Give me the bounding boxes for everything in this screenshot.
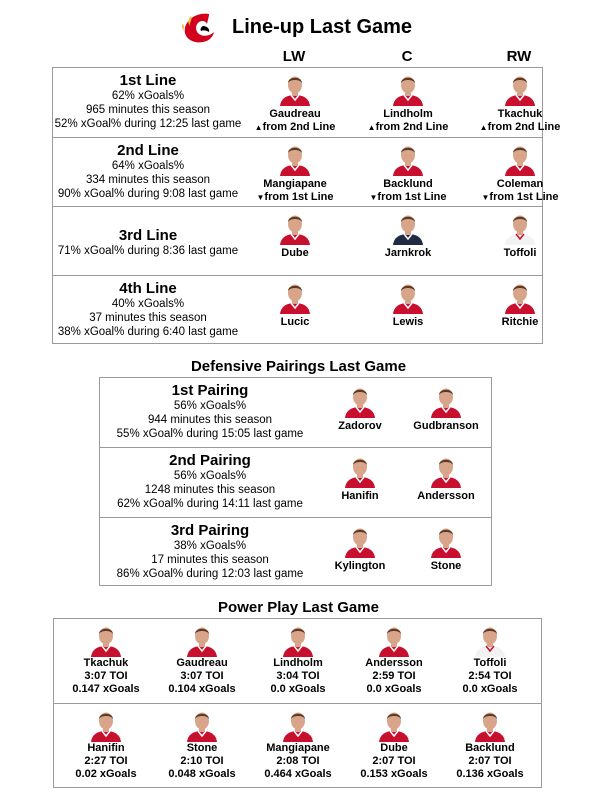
player-xgoals: 0.0 xGoals (270, 683, 326, 695)
line-info (53, 280, 243, 339)
forward-lines-table (52, 67, 561, 344)
line-change-text: from 1st Line (377, 191, 447, 203)
player-toi: 3:07 TOI (180, 670, 224, 682)
powerplay-row (54, 619, 541, 703)
player-name: Coleman (496, 178, 544, 190)
player-name: Mangiapane (266, 742, 330, 754)
player-headshot-icon (343, 524, 377, 558)
line-change (348, 191, 468, 204)
powerplay-player-card[interactable] (442, 623, 538, 696)
player-headshot-icon (391, 280, 425, 314)
powerplay-player-card[interactable] (58, 708, 154, 781)
line-title: 2nd Line (117, 142, 179, 159)
page-title: Line-up Last Game (232, 16, 413, 38)
arrow-up-icon: ▲ (367, 123, 376, 132)
player-xgoals: 0.136 xGoals (456, 768, 524, 780)
player-name: Toffoli (503, 247, 537, 259)
defense-pairing-row (100, 517, 491, 585)
player-name: Lindholm (383, 108, 433, 120)
powerplay-player-card[interactable] (442, 708, 538, 781)
pairing-info (100, 382, 320, 441)
line-stat: 71% xGoal% during 8:36 last game (57, 245, 239, 257)
line-info (53, 72, 243, 131)
player-headshot-icon (278, 142, 312, 176)
player-headshot-icon (278, 211, 312, 245)
player-xgoals: 0.153 xGoals (360, 768, 428, 780)
line-stat: 334 minutes this season (85, 174, 211, 186)
player-headshot-icon (343, 454, 377, 488)
defense-section-title: Defensive Pairings Last Game (190, 358, 407, 375)
player-card[interactable] (460, 211, 580, 260)
pairing-stat: 56% xGoals% (173, 470, 247, 482)
player-toi: 2:08 TOI (276, 755, 320, 767)
player-card[interactable] (460, 72, 580, 134)
line-stat: 52% xGoal% during 12:25 last game (54, 118, 242, 130)
pairing-title: 1st Pairing (171, 382, 249, 399)
player-xgoals: 0.147 xGoals (72, 683, 140, 695)
player-name: Jarnkrok (384, 247, 432, 259)
player-toi: 2:10 TOI (180, 755, 224, 767)
arrow-down-icon: ▼ (369, 193, 378, 202)
pairing-info (100, 452, 320, 511)
player-headshot-icon (89, 623, 123, 657)
player-name: Zadorov (338, 420, 382, 432)
powerplay-player-card[interactable] (154, 623, 250, 696)
player-headshot-icon (343, 384, 377, 418)
player-name: Gaudreau (176, 657, 228, 669)
player-card[interactable] (348, 142, 468, 204)
player-toi: 3:04 TOI (276, 670, 320, 682)
line-stat: 40% xGoals% (111, 298, 185, 310)
player-toi: 2:07 TOI (468, 755, 512, 767)
arrow-up-icon: ▲ (254, 123, 263, 132)
player-card[interactable] (348, 211, 468, 260)
player-name: Mangiapane (263, 178, 327, 190)
player-name: Backlund (465, 742, 515, 754)
pairing-stat: 944 minutes this season (147, 414, 273, 426)
player-headshot-icon (391, 142, 425, 176)
pairing-stat: 55% xGoal% during 15:05 last game (116, 428, 304, 440)
line-info (53, 227, 243, 258)
player-headshot-icon (278, 280, 312, 314)
powerplay-player-card[interactable] (346, 708, 442, 781)
line-change (460, 191, 580, 204)
line-title: 1st Line (119, 72, 177, 89)
forward-line-row (53, 68, 561, 137)
player-name: Toffoli (473, 657, 507, 669)
player-card[interactable] (386, 524, 506, 573)
player-name: Ritchie (501, 316, 539, 328)
forward-line-row (53, 206, 542, 275)
column-header-lw: LW (282, 48, 306, 65)
column-header-c: C (401, 48, 413, 65)
player-toi: 2:54 TOI (468, 670, 512, 682)
player-toi: 3:07 TOI (84, 670, 128, 682)
line-stat: 38% xGoal% during 6:40 last game (57, 326, 239, 338)
line-change-text: from 2nd Line (487, 121, 561, 133)
player-headshot-icon (503, 142, 537, 176)
player-headshot-icon (429, 454, 463, 488)
player-headshot-icon (281, 623, 315, 657)
line-change (348, 121, 468, 134)
player-headshot-icon (377, 623, 411, 657)
defense-pairing-row (100, 447, 491, 517)
player-xgoals: 0.0 xGoals (366, 683, 422, 695)
powerplay-player-card[interactable] (250, 623, 346, 696)
pairing-title: 2nd Pairing (169, 452, 251, 469)
player-name: Gudbranson (413, 420, 479, 432)
player-xgoals: 0.0 xGoals (462, 683, 518, 695)
powerplay-player-card[interactable] (346, 623, 442, 696)
powerplay-player-card[interactable] (250, 708, 346, 781)
player-card[interactable] (386, 454, 506, 503)
player-headshot-icon (503, 211, 537, 245)
player-name: Andersson (365, 657, 423, 669)
player-card[interactable] (348, 280, 468, 329)
pairing-stat: 38% xGoals% (173, 540, 247, 552)
player-name: Hanifin (341, 490, 379, 502)
pairing-title: 3rd Pairing (170, 522, 250, 539)
line-stat: 37 minutes this season (89, 312, 207, 324)
line-change-text: from 2nd Line (262, 121, 336, 133)
column-header-rw: RW (506, 48, 532, 65)
player-name: Hanifin (87, 742, 125, 754)
player-card[interactable] (235, 72, 355, 134)
line-change-text: from 2nd Line (375, 121, 449, 133)
forward-line-row (53, 275, 542, 345)
player-xgoals: 0.048 xGoals (168, 768, 236, 780)
player-toi: 2:27 TOI (84, 755, 128, 767)
arrow-down-icon: ▼ (256, 193, 265, 202)
line-change (460, 121, 580, 134)
player-headshot-icon (503, 72, 537, 106)
arrow-up-icon: ▲ (479, 123, 488, 132)
line-stat: 64% xGoals% (111, 160, 185, 172)
player-headshot-icon (377, 708, 411, 742)
powerplay-player-card[interactable] (58, 623, 154, 696)
player-xgoals: 0.02 xGoals (75, 768, 137, 780)
pairing-info (100, 522, 320, 581)
line-change (235, 191, 355, 204)
line-info (53, 142, 243, 201)
line-change (235, 121, 355, 134)
player-name: Dube (281, 247, 309, 259)
powerplay-section-title: Power Play Last Game (218, 599, 379, 616)
defense-pairings-table (99, 377, 492, 586)
player-card[interactable] (460, 142, 580, 204)
player-name: Stone (430, 560, 462, 572)
player-name: Tkachuk (497, 108, 543, 120)
player-headshot-icon (89, 708, 123, 742)
powerplay-row (54, 703, 541, 787)
defense-pairing-row (100, 378, 491, 447)
line-stat: 965 minutes this season (85, 104, 211, 116)
player-headshot-icon (391, 72, 425, 106)
player-card[interactable] (386, 384, 506, 433)
player-name: Gaudreau (269, 108, 321, 120)
player-headshot-icon (185, 623, 219, 657)
player-headshot-icon (503, 280, 537, 314)
player-name: Backlund (383, 178, 433, 190)
flames-logo (179, 10, 219, 46)
powerplay-player-card[interactable] (154, 708, 250, 781)
pairing-stat: 86% xGoal% during 12:03 last game (116, 568, 304, 580)
player-name: Stone (186, 742, 218, 754)
pairing-stat: 1248 minutes this season (144, 484, 276, 496)
player-name: Kylington (334, 560, 386, 572)
line-title: 4th Line (119, 280, 177, 297)
line-change-text: from 1st Line (489, 191, 559, 203)
powerplay-table (53, 618, 542, 788)
player-toi: 2:59 TOI (372, 670, 416, 682)
player-card[interactable] (235, 211, 355, 260)
pairing-stat: 56% xGoals% (173, 400, 247, 412)
player-name: Andersson (417, 490, 475, 502)
player-card[interactable] (235, 142, 355, 204)
player-headshot-icon (429, 524, 463, 558)
player-card[interactable] (235, 280, 355, 329)
player-name: Lewis (392, 316, 424, 328)
player-name: Lindholm (273, 657, 323, 669)
page-header (0, 10, 597, 46)
player-headshot-icon (473, 708, 507, 742)
line-title: 3rd Line (118, 227, 178, 244)
player-headshot-icon (278, 72, 312, 106)
player-headshot-icon (429, 384, 463, 418)
player-headshot-icon (281, 708, 315, 742)
line-change-text: from 1st Line (264, 191, 334, 203)
player-card[interactable] (348, 72, 468, 134)
line-stat: 90% xGoal% during 9:08 last game (57, 188, 239, 200)
pairing-stat: 62% xGoal% during 14:11 last game (117, 498, 303, 510)
player-xgoals: 0.104 xGoals (168, 683, 236, 695)
player-toi: 2:07 TOI (372, 755, 416, 767)
player-card[interactable] (460, 280, 580, 329)
player-name: Lucic (280, 316, 310, 328)
player-name: Tkachuk (83, 657, 129, 669)
player-name: Dube (380, 742, 408, 754)
player-headshot-icon (473, 623, 507, 657)
player-headshot-icon (185, 708, 219, 742)
player-headshot-icon (391, 211, 425, 245)
arrow-down-icon: ▼ (481, 193, 490, 202)
player-xgoals: 0.464 xGoals (264, 768, 332, 780)
forward-line-row (53, 137, 559, 206)
line-stat: 62% xGoals% (111, 90, 185, 102)
pairing-stat: 17 minutes this season (151, 554, 269, 566)
